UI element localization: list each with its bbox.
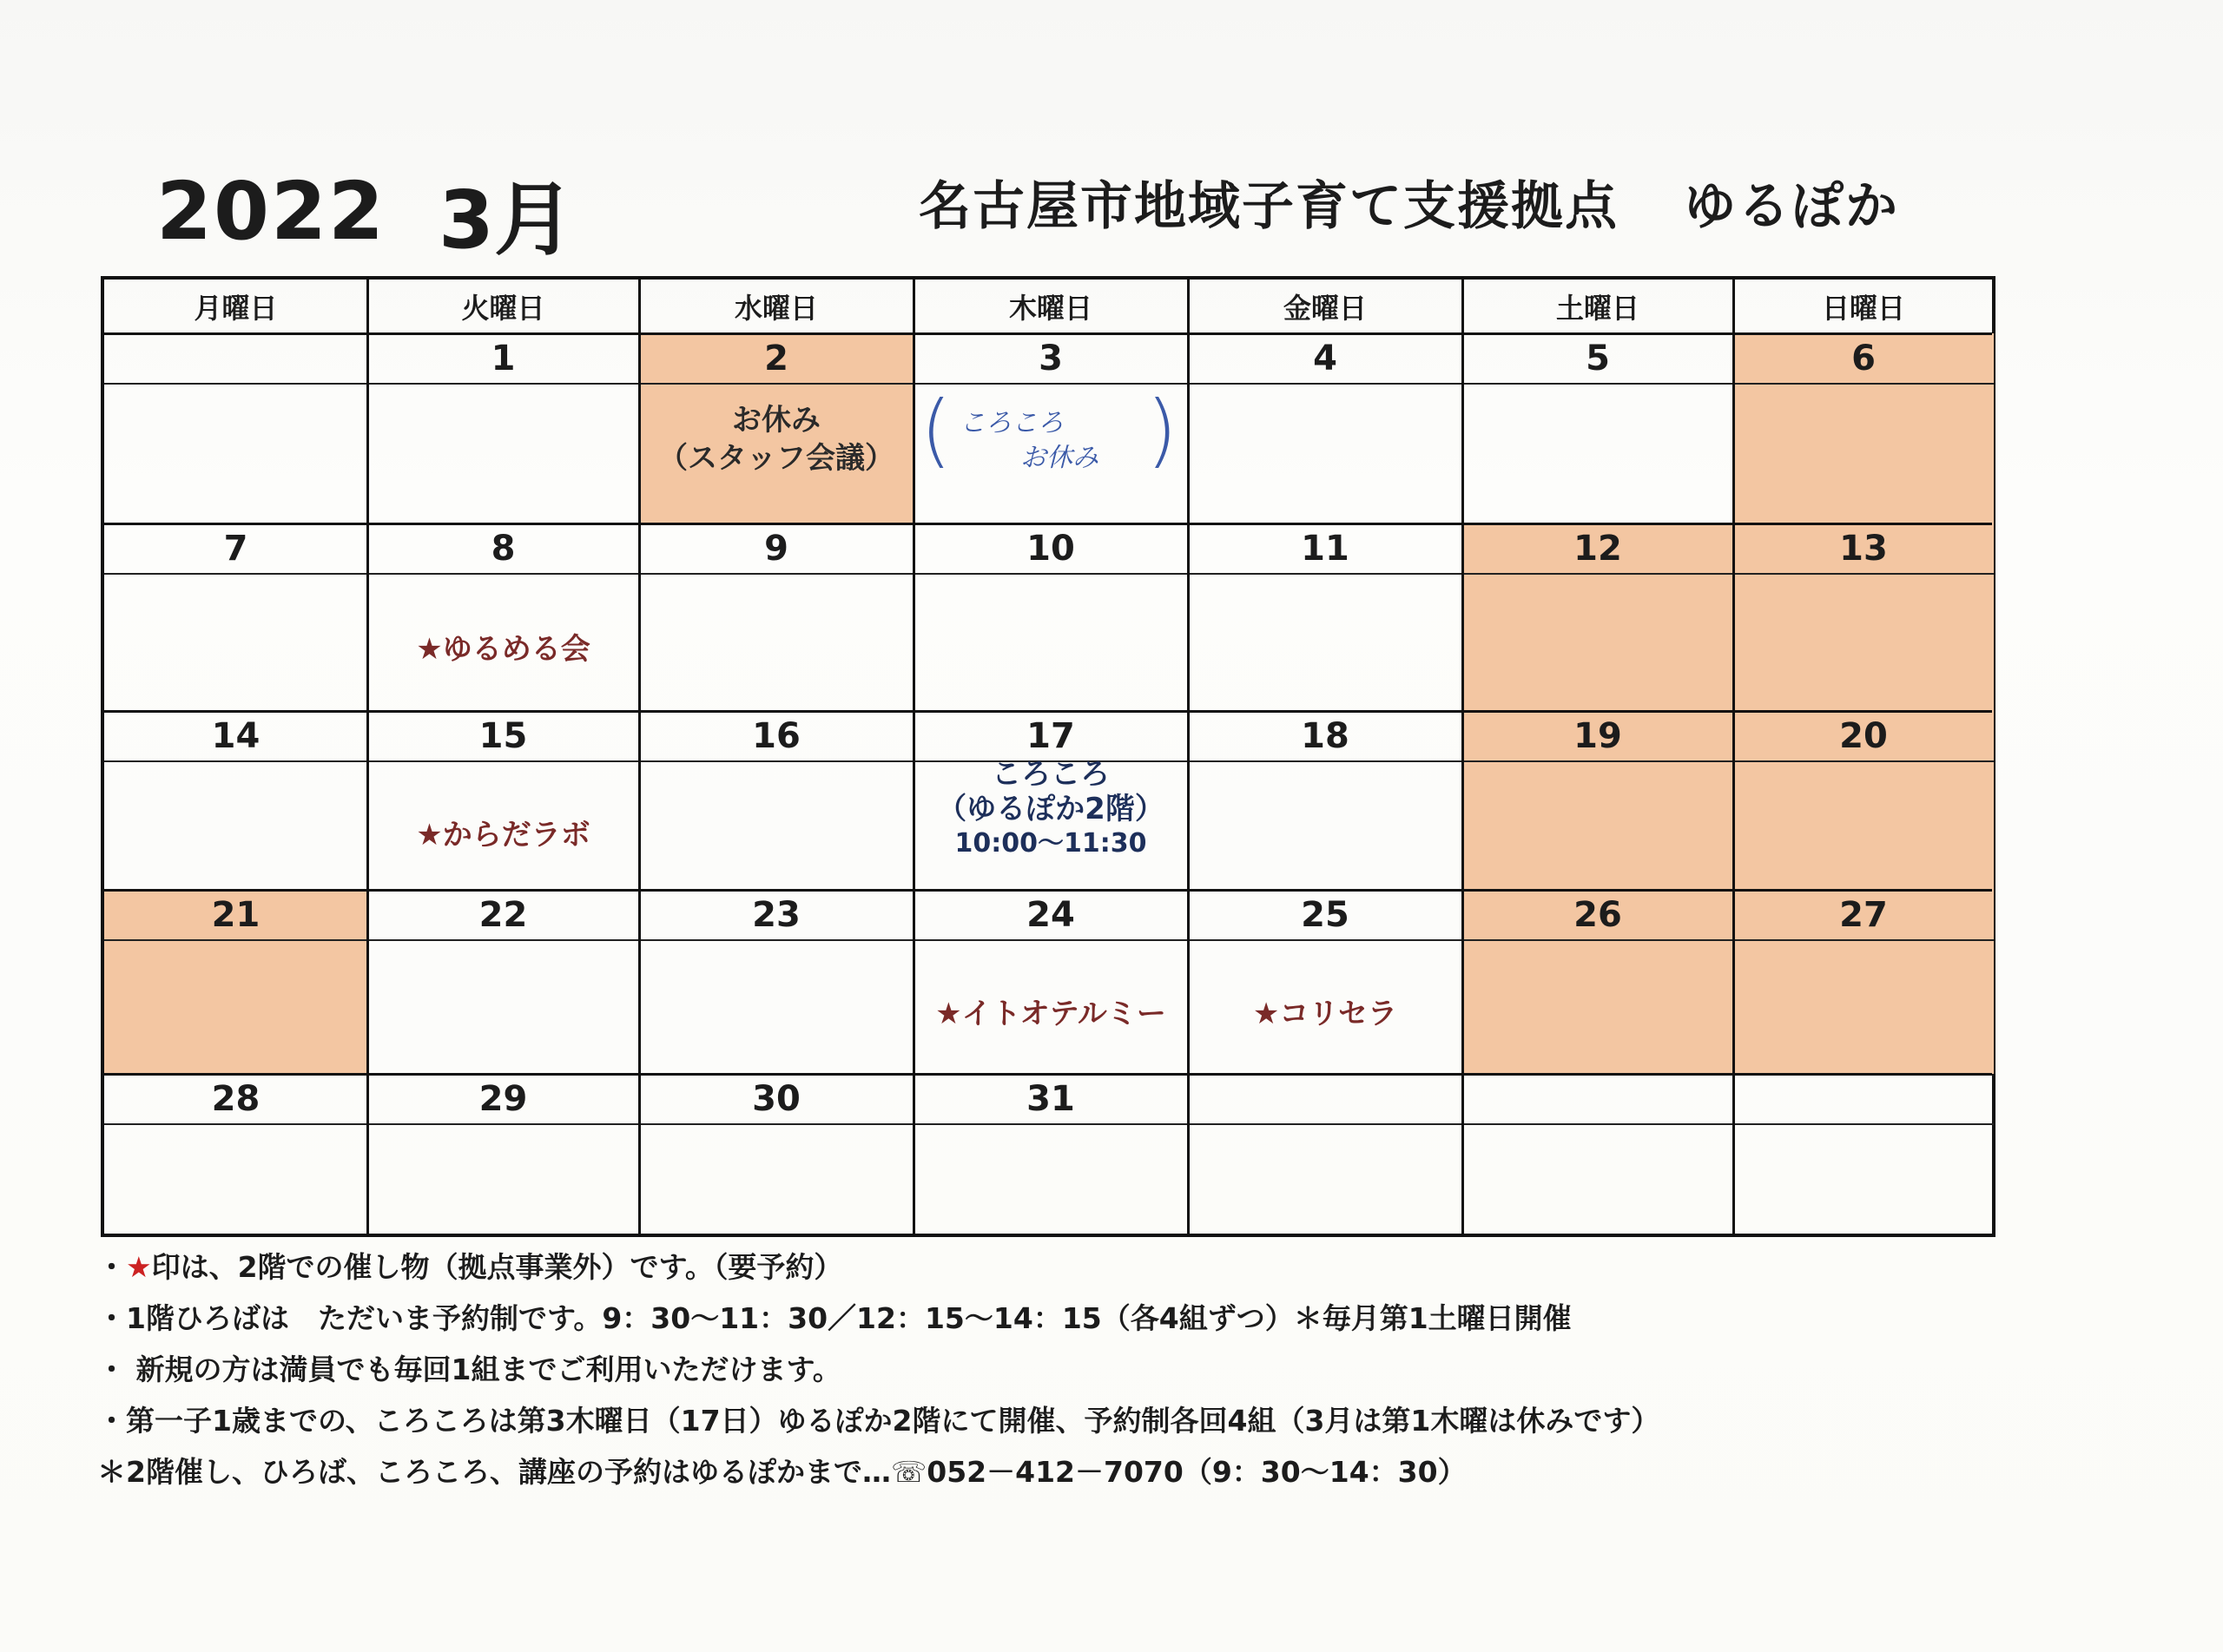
day-number-divider <box>639 383 914 385</box>
day-number-divider <box>367 573 639 575</box>
day-number: 5 <box>1586 338 1610 378</box>
day-cell-w4-wed <box>639 890 914 1074</box>
note-3: ・ 新規の方は満員でも毎回1組までご利用いただけます。 <box>97 1353 841 1386</box>
day-number: 19 <box>1573 715 1622 756</box>
note-5: ＊2階催し、ひろば、ころころ、講座の予約はゆるぽかまで…☏052－412－7070（9：30～14：30） <box>97 1455 1467 1489</box>
day-cell-w1-mon <box>104 333 367 523</box>
day-number: 7 <box>223 528 248 569</box>
day-number: 18 <box>1301 715 1349 756</box>
day-number-divider <box>1733 573 1994 575</box>
note-2: ・1階ひろばは ただいま予約制です。9：30～11：30／12：15～14：15（各4組ずつ）＊毎月第1土曜日開催 <box>97 1301 1572 1335</box>
day-cell-w2-mon <box>104 523 367 711</box>
day-number-divider <box>1188 573 1462 575</box>
day-number-divider <box>914 1123 1188 1125</box>
day-cell-w1-fri <box>1188 333 1462 523</box>
day-cell-w1-tue <box>367 333 639 523</box>
day-cell-w5-sun <box>1733 1074 1994 1237</box>
weekday-header-sat: 土曜日 <box>1555 292 1639 325</box>
day-number-divider <box>367 383 639 385</box>
day-number-divider <box>367 760 639 762</box>
day-number-divider <box>1462 939 1733 941</box>
day-number: 9 <box>764 528 788 569</box>
day-number: 4 <box>1313 338 1337 378</box>
day-cell-w4-fri <box>1188 890 1462 1074</box>
day-number: 12 <box>1573 528 1622 569</box>
day-number-divider <box>639 1123 914 1125</box>
day-cell-w2-tue <box>367 523 639 711</box>
org-name: 名古屋市地域子育て支援拠点 <box>919 176 1619 237</box>
event-d17-line1: ころころ <box>992 757 1110 792</box>
day-number: 27 <box>1839 894 1888 935</box>
day-number: 29 <box>478 1078 528 1119</box>
note-4: ・第一子1歳までの、ころころは第3木曜日（17日）ゆるぽか2階にて開催、予約制各回4組（3月は第1木曜は休みです） <box>97 1404 1660 1438</box>
day-number-divider <box>1462 573 1733 575</box>
column-divider <box>638 280 641 1234</box>
day-cell-w5-mon <box>104 1074 367 1237</box>
day-number-divider <box>1188 760 1462 762</box>
day-cell-w4-tue <box>367 890 639 1074</box>
day-number <box>104 333 367 383</box>
day-cell-w3-sat <box>1462 711 1733 890</box>
day-number <box>1733 1074 1994 1123</box>
day-number-divider <box>367 1123 639 1125</box>
day-cell-w5-sat <box>1462 1074 1733 1237</box>
day-cell-w1-sun <box>1733 333 1994 523</box>
note-1 <box>97 1241 2094 1293</box>
day-cell-w5-tue <box>367 1074 639 1237</box>
day-cell-w2-sun <box>1733 523 1994 711</box>
event-d24: ★イトオテルミー <box>935 997 1166 1031</box>
day-number-divider <box>639 760 914 762</box>
day-number <box>1462 1074 1733 1123</box>
event-d15: ★からだラボ <box>416 818 590 852</box>
month-title: 3月 <box>439 174 575 267</box>
row-divider <box>104 889 1992 892</box>
day-number-divider <box>104 760 367 762</box>
day-cell-w2-thu <box>914 523 1188 711</box>
day-number-divider <box>367 939 639 941</box>
day-number: 24 <box>1026 894 1075 935</box>
day-number: 30 <box>752 1078 801 1119</box>
star-icon: ★ <box>126 1250 152 1284</box>
day-number: 21 <box>211 894 261 935</box>
organization-title <box>919 165 1899 240</box>
day-number: 3 <box>1039 338 1063 378</box>
column-divider <box>913 280 915 1234</box>
calendar-grid <box>101 276 1995 1237</box>
day-number: 10 <box>1026 528 1075 569</box>
day-number-divider <box>639 573 914 575</box>
day-number: 6 <box>1851 338 1876 378</box>
weekday-header-fri: 金曜日 <box>1283 292 1367 325</box>
day-cell-w3-wed <box>639 711 914 890</box>
day-number-divider <box>914 939 1188 941</box>
column-divider <box>366 280 369 1234</box>
day-number: 1 <box>491 338 516 378</box>
column-divider <box>1461 280 1464 1234</box>
event-d3-handwritten-2: お休み <box>1020 443 1098 473</box>
day-number: 15 <box>478 715 528 756</box>
event-d8: ★ゆるめる会 <box>416 632 590 667</box>
day-number-divider <box>1188 383 1462 385</box>
day-number: 11 <box>1301 528 1349 569</box>
day-number: 16 <box>752 715 801 756</box>
day-number-divider <box>1733 1123 1994 1125</box>
day-number-divider <box>1733 939 1994 941</box>
day-cell-w5-wed <box>639 1074 914 1237</box>
day-cell-w3-tue <box>367 711 639 890</box>
day-cell-w3-sun <box>1733 711 1994 890</box>
day-number-divider <box>104 939 367 941</box>
day-number-divider <box>1188 939 1462 941</box>
row-divider <box>104 332 1992 335</box>
weekday-header-tue: 火曜日 <box>461 292 545 325</box>
day-cell-w2-wed <box>639 523 914 711</box>
day-number: 23 <box>752 894 801 935</box>
day-cell-w4-sun <box>1733 890 1994 1074</box>
day-cell-w3-mon <box>104 711 367 890</box>
weekday-header-mon: 月曜日 <box>194 292 278 325</box>
hand-paren-open: ( <box>920 384 952 477</box>
day-cell-w1-sat <box>1462 333 1733 523</box>
hand-paren-close: ) <box>1146 384 1177 477</box>
day-number: 14 <box>211 715 261 756</box>
day-number-divider <box>1462 1123 1733 1125</box>
day-cell-w3-fri <box>1188 711 1462 890</box>
day-number-divider <box>104 383 367 385</box>
day-number-divider <box>1462 760 1733 762</box>
column-divider <box>1732 280 1735 1234</box>
day-number: 17 <box>1026 715 1075 756</box>
day-cell-w5-thu <box>914 1074 1188 1237</box>
day-number <box>1188 1074 1462 1123</box>
event-d2-line2: （スタッフ会議） <box>658 441 894 476</box>
notes-section <box>97 1241 2094 1497</box>
day-number-divider <box>104 573 367 575</box>
day-number-divider <box>1188 1123 1462 1125</box>
day-cell-w4-sat <box>1462 890 1733 1074</box>
weekday-header-wed: 水曜日 <box>734 292 818 325</box>
day-number-divider <box>639 939 914 941</box>
row-divider <box>104 523 1992 525</box>
day-number: 31 <box>1026 1078 1075 1119</box>
row-divider <box>104 1073 1992 1076</box>
day-number: 28 <box>211 1078 261 1119</box>
day-number: 26 <box>1573 894 1622 935</box>
note-1-prefix: ・ <box>97 1250 126 1284</box>
event-d17-time: 10:00～11:30 <box>954 828 1147 859</box>
day-number: 2 <box>764 338 788 378</box>
day-number: 22 <box>478 894 528 935</box>
column-divider <box>1187 280 1190 1234</box>
day-cell-w5-fri <box>1188 1074 1462 1237</box>
day-number-divider <box>1462 383 1733 385</box>
brand-name: ゆるぽか <box>1684 176 1899 237</box>
event-d17 <box>914 757 1188 861</box>
day-number-divider <box>104 1123 367 1125</box>
day-cell-w4-thu <box>914 890 1188 1074</box>
event-d2-line1: お休み <box>732 403 821 438</box>
day-cell-w2-fri <box>1188 523 1462 711</box>
row-divider <box>104 710 1992 713</box>
weekday-header-thu: 木曜日 <box>1008 292 1092 325</box>
day-number-divider <box>1733 760 1994 762</box>
day-number: 25 <box>1301 894 1349 935</box>
event-d2 <box>639 401 914 477</box>
day-number: 20 <box>1839 715 1888 756</box>
day-cell-w4-mon <box>104 890 367 1074</box>
day-number: 13 <box>1839 528 1888 569</box>
day-number-divider <box>914 573 1188 575</box>
day-number-divider <box>1733 383 1994 385</box>
note-1-text: 印は、2階での催し物（拠点事業外）です。（要予約） <box>151 1250 843 1284</box>
event-d25: ★コリセラ <box>1252 997 1398 1031</box>
event-d17-line2: （ゆるぽか2階） <box>937 792 1164 826</box>
event-d3-handwritten-1: ころころ <box>960 408 1064 438</box>
day-cell-w2-sat <box>1462 523 1733 711</box>
day-number: 8 <box>491 528 516 569</box>
weekday-header-sun: 日曜日 <box>1821 292 1905 325</box>
year-title: 2022 <box>156 165 386 258</box>
